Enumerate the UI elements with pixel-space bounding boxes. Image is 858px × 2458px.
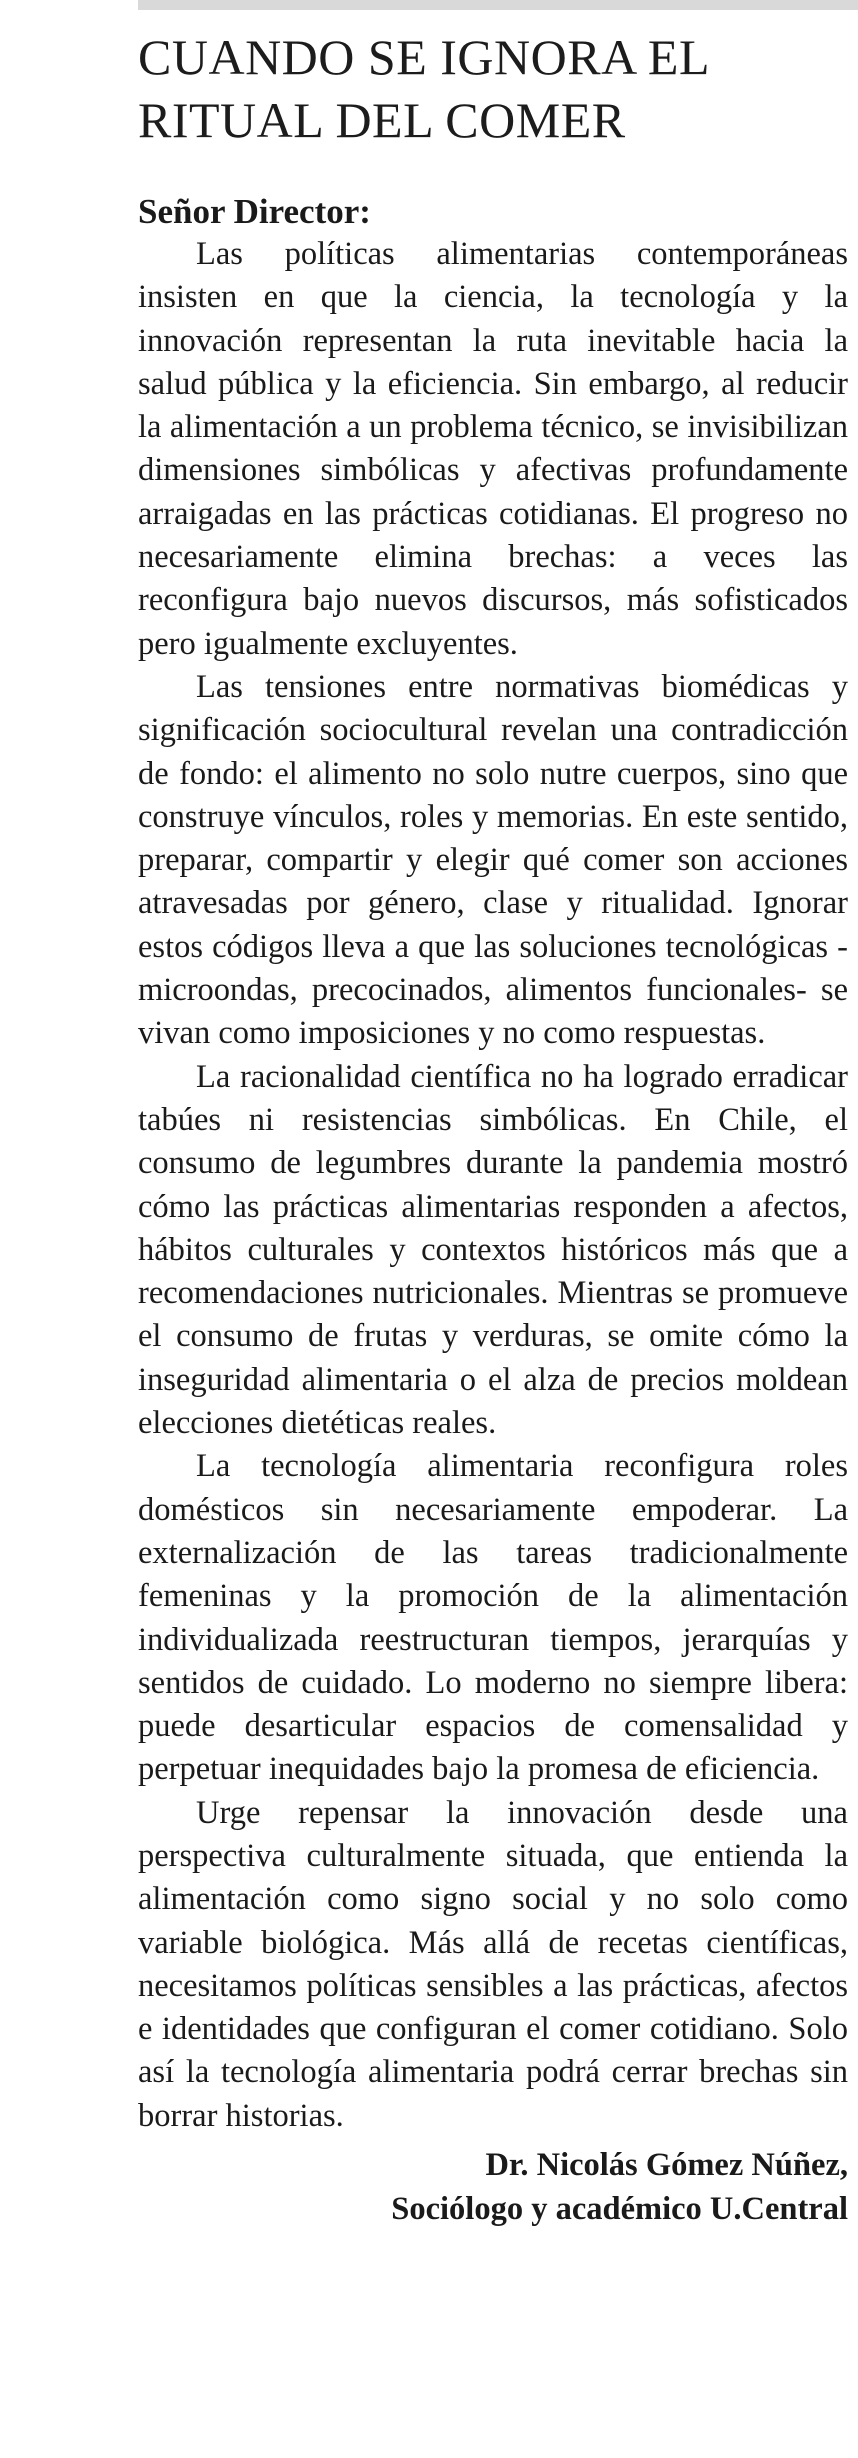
paragraph-4: La tecnología alimentaria reconfigura roles domésticos sin necesariamente empoderar. La externalización de las tareas tradicionalmente femeninas y la promoción de la alimentación individualizada reestructuran tiempos, jerarquías y sentidos de cuidado. Lo moderno no siempre libera: puede desarticular espacios de comensalidad y perpetuar inequidades bajo la promesa de eficiencia. bbox=[138, 1448, 848, 1788]
letter-body bbox=[138, 233, 848, 2138]
signature-name: Dr. Nicolás Gómez Núñez, bbox=[485, 2147, 848, 2184]
letter-article bbox=[138, 26, 848, 2231]
paragraph-5: Urge repensar la innovación desde una perspectiva culturalmente situada, que entienda la alimentación como signo social y no solo como variable biológica. Más allá de recetas científicas, necesitamos políticas sensibles a las prácticas, afectos e identidades que configuran el comer cotidiano. Solo así la tecnología alimentaria podrá cerrar brechas sin borrar historias. bbox=[138, 1794, 848, 2134]
salutation: Señor Director: bbox=[138, 192, 371, 231]
paragraph-1: Las políticas alimentarias contemporáneas insisten en que la ciencia, la tecnología y la innovación representan la ruta inevitable hacia la salud pública y la eficiencia. Sin embargo, al reducir la alimentación a un problema técnico, se invisibilizan dimensiones simbólicas y afectivas profundamente arraigadas en las prácticas cotidianas. El progreso no necesariamente elimina brechas: a veces las reconfigura bajo nuevos discursos, más sofisticados pero igualmente excluyentes. bbox=[138, 236, 848, 662]
paragraph-2: Las tensiones entre normativas biomédicas y significación sociocultural revelan una contradicción de fondo: el alimento no solo nutre cuerpos, sino que construye vínculos, roles y memorias. En este sentido, preparar, compartir y elegir qué comer son acciones atravesadas por género, clase y ritualidad. Ignorar estos códigos lleva a que las soluciones tecnológicas -microondas, precocinados, alimentos funcionales- se vivan como imposiciones y no como respuestas. bbox=[138, 668, 848, 1052]
article-title: CUANDO SE IGNORA EL RITUAL DEL COMER bbox=[138, 29, 709, 148]
signature-role: Sociólogo y académico U.Central bbox=[391, 2190, 848, 2227]
paragraph-3: La racionalidad científica no ha logrado erradicar tabúes ni resistencias simbólicas. En Chile, el consumo de legumbres durante la pandemia mostró cómo las prácticas alimentarias responden a afectos, hábitos culturales y contextos históricos más que a recomendaciones nutricionales. Mientras se promueve el consumo de frutas y verduras, se omite cómo la inseguridad alimentaria o el alza de precios moldean elecciones dietéticas reales. bbox=[138, 1058, 848, 1442]
top-rule bbox=[138, 0, 858, 10]
signature bbox=[138, 2144, 848, 2231]
